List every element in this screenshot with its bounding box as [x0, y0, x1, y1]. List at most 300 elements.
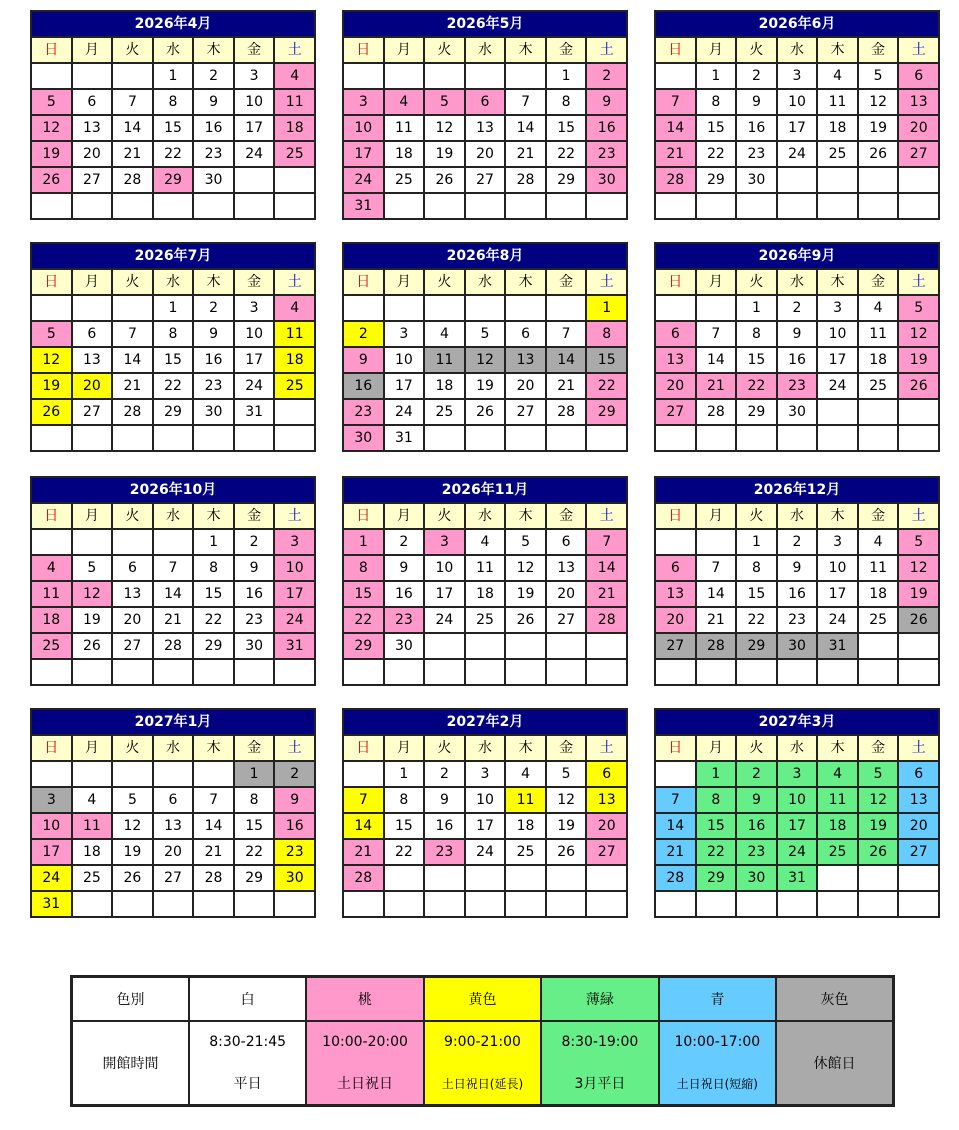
legend-blue-time: 10:00-17:00: [674, 1034, 761, 1051]
day-cell: 30: [235, 634, 274, 658]
weekday-header: 月: [697, 270, 736, 294]
day-cell: 5: [547, 762, 586, 786]
day-cell: 13: [113, 582, 152, 606]
month-title: 2026年12月: [656, 478, 938, 504]
day-cell: 5: [899, 296, 938, 320]
day-cell: 12: [466, 348, 505, 372]
day-cell: 23: [737, 840, 776, 864]
weekday-header: 金: [859, 270, 898, 294]
empty-cell: [32, 296, 71, 320]
day-cell: 24: [275, 608, 314, 632]
weekday-header: 土: [275, 270, 314, 294]
day-cell: 24: [235, 142, 274, 166]
day-cell: 16: [425, 814, 464, 838]
empty-cell: [466, 634, 505, 658]
empty-cell: [275, 892, 314, 916]
empty-cell: [344, 660, 383, 684]
weekday-header: 火: [425, 38, 464, 62]
legend-green-name: 薄緑: [541, 977, 658, 1022]
empty-cell: [859, 426, 898, 450]
day-cell: 15: [154, 348, 193, 372]
day-cell: 1: [737, 296, 776, 320]
empty-cell: [899, 400, 938, 424]
day-cell: 14: [656, 116, 695, 140]
month-calendar: [30, 10, 316, 220]
day-cell: 9: [737, 90, 776, 114]
day-cell: 5: [506, 530, 545, 554]
day-cell: 18: [859, 348, 898, 372]
empty-cell: [73, 892, 112, 916]
day-cell: 16: [344, 374, 383, 398]
weekday-header: 水: [778, 504, 817, 528]
day-cell: 16: [385, 582, 424, 606]
weekday-header: 火: [737, 736, 776, 760]
empty-cell: [697, 194, 736, 218]
weekday-header: 木: [506, 38, 545, 62]
empty-cell: [587, 426, 626, 450]
day-cell: 12: [113, 814, 152, 838]
day-cell: 5: [859, 762, 898, 786]
day-cell: 23: [194, 142, 233, 166]
empty-cell: [859, 660, 898, 684]
day-cell: 24: [778, 840, 817, 864]
day-cell: 22: [385, 840, 424, 864]
day-cell: 26: [859, 840, 898, 864]
weekday-header: 金: [859, 38, 898, 62]
day-cell: 17: [344, 142, 383, 166]
day-cell: 21: [113, 142, 152, 166]
day-cell: 18: [859, 582, 898, 606]
day-cell: 28: [656, 866, 695, 890]
day-cell: 9: [587, 90, 626, 114]
day-cell: 29: [587, 400, 626, 424]
legend-green-days: 3月平日: [574, 1075, 626, 1092]
day-cell: 31: [275, 634, 314, 658]
day-cell: 4: [466, 530, 505, 554]
empty-cell: [385, 660, 424, 684]
day-cell: 7: [547, 322, 586, 346]
empty-cell: [818, 892, 857, 916]
day-cell: 4: [73, 788, 112, 812]
empty-cell: [697, 426, 736, 450]
day-cell: 20: [899, 116, 938, 140]
empty-cell: [818, 866, 857, 890]
day-cell: 6: [113, 556, 152, 580]
weekday-header: 火: [737, 504, 776, 528]
weekday-header: 日: [656, 504, 695, 528]
day-cell: 12: [547, 788, 586, 812]
day-cell: 16: [587, 116, 626, 140]
day-cell: 20: [656, 608, 695, 632]
empty-cell: [506, 296, 545, 320]
month-calendar: [654, 476, 940, 686]
day-cell: 31: [385, 426, 424, 450]
day-cell: 26: [547, 840, 586, 864]
weekday-header: 金: [235, 736, 274, 760]
day-cell: 5: [113, 788, 152, 812]
day-cell: 25: [466, 608, 505, 632]
empty-cell: [154, 892, 193, 916]
empty-cell: [697, 892, 736, 916]
day-cell: 24: [818, 608, 857, 632]
day-cell: 3: [385, 322, 424, 346]
day-cell: 5: [466, 322, 505, 346]
day-cell: 16: [194, 348, 233, 372]
empty-cell: [656, 194, 695, 218]
day-cell: 6: [73, 322, 112, 346]
day-cell: 18: [818, 814, 857, 838]
empty-cell: [344, 296, 383, 320]
day-cell: 8: [385, 788, 424, 812]
empty-cell: [344, 64, 383, 88]
day-cell: 15: [154, 116, 193, 140]
day-cell: 19: [547, 814, 586, 838]
day-cell: 13: [466, 116, 505, 140]
day-cell: 20: [154, 840, 193, 864]
day-cell: 27: [73, 400, 112, 424]
day-cell: 13: [656, 348, 695, 372]
day-cell: 27: [899, 840, 938, 864]
empty-cell: [656, 64, 695, 88]
empty-cell: [32, 530, 71, 554]
empty-cell: [506, 194, 545, 218]
weekday-header: 火: [425, 736, 464, 760]
day-cell: 26: [32, 400, 71, 424]
legend-green-cell: [541, 1021, 658, 1106]
weekday-header: 木: [506, 736, 545, 760]
day-cell: 22: [737, 608, 776, 632]
weekday-header: 土: [587, 38, 626, 62]
day-cell: 10: [385, 348, 424, 372]
day-cell: 30: [194, 400, 233, 424]
weekday-header: 月: [697, 38, 736, 62]
weekday-header: 月: [385, 270, 424, 294]
empty-cell: [656, 530, 695, 554]
day-grid: [344, 270, 626, 450]
day-cell: 30: [778, 400, 817, 424]
empty-cell: [547, 866, 586, 890]
day-cell: 1: [154, 64, 193, 88]
day-cell: 15: [697, 814, 736, 838]
day-cell: 14: [587, 556, 626, 580]
day-cell: 22: [737, 374, 776, 398]
day-cell: 15: [587, 348, 626, 372]
empty-cell: [506, 426, 545, 450]
legend-color-row: [72, 977, 894, 1022]
day-cell: 7: [194, 788, 233, 812]
day-cell: 27: [466, 168, 505, 192]
empty-cell: [194, 194, 233, 218]
weekday-header: 金: [547, 270, 586, 294]
day-cell: 22: [154, 142, 193, 166]
day-cell: 22: [154, 374, 193, 398]
day-cell: 17: [235, 116, 274, 140]
empty-cell: [859, 168, 898, 192]
empty-cell: [656, 660, 695, 684]
day-cell: 15: [737, 348, 776, 372]
day-cell: 19: [32, 374, 71, 398]
empty-cell: [344, 892, 383, 916]
empty-cell: [385, 296, 424, 320]
month-title: 2026年4月: [32, 12, 314, 38]
weekday-header: 金: [547, 736, 586, 760]
legend-green-time: 8:30-19:00: [561, 1033, 639, 1050]
day-cell: 21: [656, 840, 695, 864]
empty-cell: [154, 530, 193, 554]
legend-pink-name: 桃: [306, 977, 423, 1022]
day-cell: 2: [737, 762, 776, 786]
day-grid: [344, 504, 626, 684]
legend-blue-cell: [659, 1021, 776, 1106]
day-cell: 12: [425, 116, 464, 140]
month-title: 2026年9月: [656, 244, 938, 270]
weekday-header: 水: [778, 736, 817, 760]
day-cell: 4: [859, 296, 898, 320]
day-cell: 11: [859, 556, 898, 580]
day-cell: 10: [235, 322, 274, 346]
day-cell: 5: [859, 64, 898, 88]
day-cell: 11: [425, 348, 464, 372]
empty-cell: [73, 426, 112, 450]
day-cell: 1: [235, 762, 274, 786]
empty-cell: [859, 400, 898, 424]
day-cell: 26: [859, 142, 898, 166]
day-cell: 14: [154, 582, 193, 606]
day-cell: 1: [547, 64, 586, 88]
day-cell: 3: [818, 530, 857, 554]
day-cell: 25: [385, 168, 424, 192]
day-cell: 30: [737, 168, 776, 192]
legend-blue-days: 土日祝日(短縮): [676, 1076, 758, 1091]
empty-cell: [425, 426, 464, 450]
day-cell: 6: [547, 530, 586, 554]
day-cell: 18: [506, 814, 545, 838]
day-cell: 27: [547, 608, 586, 632]
weekday-header: 土: [275, 38, 314, 62]
empty-cell: [547, 634, 586, 658]
day-cell: 20: [587, 814, 626, 838]
day-cell: 18: [466, 582, 505, 606]
month-calendar: [654, 242, 940, 452]
empty-cell: [425, 194, 464, 218]
day-grid: [32, 38, 314, 218]
empty-cell: [506, 64, 545, 88]
day-cell: 6: [656, 556, 695, 580]
day-grid: [32, 504, 314, 684]
day-cell: 13: [899, 90, 938, 114]
empty-cell: [275, 168, 314, 192]
empty-cell: [275, 194, 314, 218]
empty-cell: [506, 634, 545, 658]
day-cell: 14: [344, 814, 383, 838]
day-cell: 29: [737, 634, 776, 658]
day-cell: 3: [235, 296, 274, 320]
day-cell: 11: [466, 556, 505, 580]
empty-cell: [466, 64, 505, 88]
empty-cell: [818, 426, 857, 450]
empty-cell: [737, 426, 776, 450]
day-cell: 2: [425, 762, 464, 786]
empty-cell: [113, 762, 152, 786]
empty-cell: [73, 296, 112, 320]
day-cell: 14: [113, 116, 152, 140]
empty-cell: [32, 762, 71, 786]
day-cell: 1: [697, 64, 736, 88]
empty-cell: [778, 194, 817, 218]
day-cell: 3: [778, 64, 817, 88]
weekday-header: 金: [547, 504, 586, 528]
day-cell: 16: [778, 582, 817, 606]
day-cell: 9: [385, 556, 424, 580]
empty-cell: [344, 762, 383, 786]
day-cell: 2: [737, 64, 776, 88]
day-cell: 29: [154, 168, 193, 192]
empty-cell: [737, 660, 776, 684]
day-cell: 22: [194, 608, 233, 632]
day-cell: 24: [778, 142, 817, 166]
empty-cell: [154, 426, 193, 450]
day-cell: 12: [32, 348, 71, 372]
day-cell: 3: [778, 762, 817, 786]
day-cell: 29: [697, 168, 736, 192]
day-cell: 1: [154, 296, 193, 320]
day-cell: 4: [818, 64, 857, 88]
empty-cell: [697, 296, 736, 320]
weekday-header: 土: [899, 504, 938, 528]
weekday-header: 木: [194, 736, 233, 760]
day-cell: 16: [778, 348, 817, 372]
day-cell: 10: [344, 116, 383, 140]
month-title: 2026年7月: [32, 244, 314, 270]
day-cell: 21: [547, 374, 586, 398]
day-cell: 31: [344, 194, 383, 218]
empty-cell: [547, 660, 586, 684]
day-cell: 5: [32, 90, 71, 114]
day-cell: 20: [466, 142, 505, 166]
legend-yellow-name: 黄色: [424, 977, 541, 1022]
weekday-header: 金: [235, 38, 274, 62]
empty-cell: [113, 530, 152, 554]
day-cell: 27: [506, 400, 545, 424]
day-cell: 31: [32, 892, 71, 916]
empty-cell: [425, 892, 464, 916]
weekday-header: 火: [737, 270, 776, 294]
weekday-header: 火: [425, 504, 464, 528]
empty-cell: [818, 400, 857, 424]
empty-cell: [194, 426, 233, 450]
empty-cell: [506, 660, 545, 684]
day-cell: 11: [32, 582, 71, 606]
weekday-header: 火: [113, 504, 152, 528]
day-cell: 4: [506, 762, 545, 786]
day-cell: 30: [737, 866, 776, 890]
day-cell: 1: [587, 296, 626, 320]
day-cell: 7: [656, 90, 695, 114]
day-cell: 10: [818, 556, 857, 580]
day-cell: 30: [778, 634, 817, 658]
empty-cell: [547, 296, 586, 320]
day-cell: 23: [737, 142, 776, 166]
day-cell: 2: [194, 64, 233, 88]
day-cell: 29: [194, 634, 233, 658]
day-cell: 24: [32, 866, 71, 890]
day-grid: [656, 270, 938, 450]
empty-cell: [194, 762, 233, 786]
day-cell: 11: [506, 788, 545, 812]
empty-cell: [466, 194, 505, 218]
day-cell: 25: [275, 142, 314, 166]
empty-cell: [899, 426, 938, 450]
day-cell: 6: [466, 90, 505, 114]
day-cell: 4: [818, 762, 857, 786]
weekday-header: 日: [656, 270, 695, 294]
day-cell: 13: [506, 348, 545, 372]
legend-yellow-cell: [424, 1021, 541, 1106]
empty-cell: [587, 892, 626, 916]
empty-cell: [466, 296, 505, 320]
weekday-header: 木: [818, 736, 857, 760]
day-cell: 20: [656, 374, 695, 398]
day-cell: 22: [587, 374, 626, 398]
day-cell: 9: [275, 788, 314, 812]
day-cell: 24: [425, 608, 464, 632]
month-title: 2026年10月: [32, 478, 314, 504]
day-cell: 21: [697, 608, 736, 632]
day-cell: 27: [154, 866, 193, 890]
month-calendar: [654, 10, 940, 220]
day-grid: [656, 38, 938, 218]
day-cell: 9: [425, 788, 464, 812]
empty-cell: [235, 194, 274, 218]
empty-cell: [466, 892, 505, 916]
day-cell: 25: [73, 866, 112, 890]
empty-cell: [859, 892, 898, 916]
day-cell: 15: [697, 116, 736, 140]
day-cell: 28: [344, 866, 383, 890]
legend-gray-name: 灰色: [776, 977, 893, 1022]
day-cell: 12: [506, 556, 545, 580]
empty-cell: [385, 194, 424, 218]
day-cell: 23: [385, 608, 424, 632]
empty-cell: [466, 660, 505, 684]
day-cell: 7: [697, 322, 736, 346]
day-cell: 26: [32, 168, 71, 192]
legend-color-label: 色別: [72, 977, 189, 1022]
weekday-header: 水: [466, 38, 505, 62]
day-cell: 14: [506, 116, 545, 140]
month-calendar: [654, 708, 940, 918]
day-cell: 28: [113, 168, 152, 192]
day-cell: 10: [275, 556, 314, 580]
day-cell: 22: [344, 608, 383, 632]
month-calendar: [30, 476, 316, 686]
weekday-header: 月: [73, 270, 112, 294]
weekday-header: 金: [547, 38, 586, 62]
day-cell: 8: [547, 90, 586, 114]
day-cell: 6: [899, 64, 938, 88]
day-cell: 10: [32, 814, 71, 838]
month-calendar: [30, 708, 316, 918]
empty-cell: [547, 194, 586, 218]
empty-cell: [275, 426, 314, 450]
day-cell: 8: [587, 322, 626, 346]
weekday-header: 土: [275, 504, 314, 528]
empty-cell: [547, 426, 586, 450]
legend-gray-closed: 休館日: [776, 1021, 893, 1106]
empty-cell: [899, 634, 938, 658]
day-cell: 8: [737, 556, 776, 580]
day-cell: 31: [778, 866, 817, 890]
